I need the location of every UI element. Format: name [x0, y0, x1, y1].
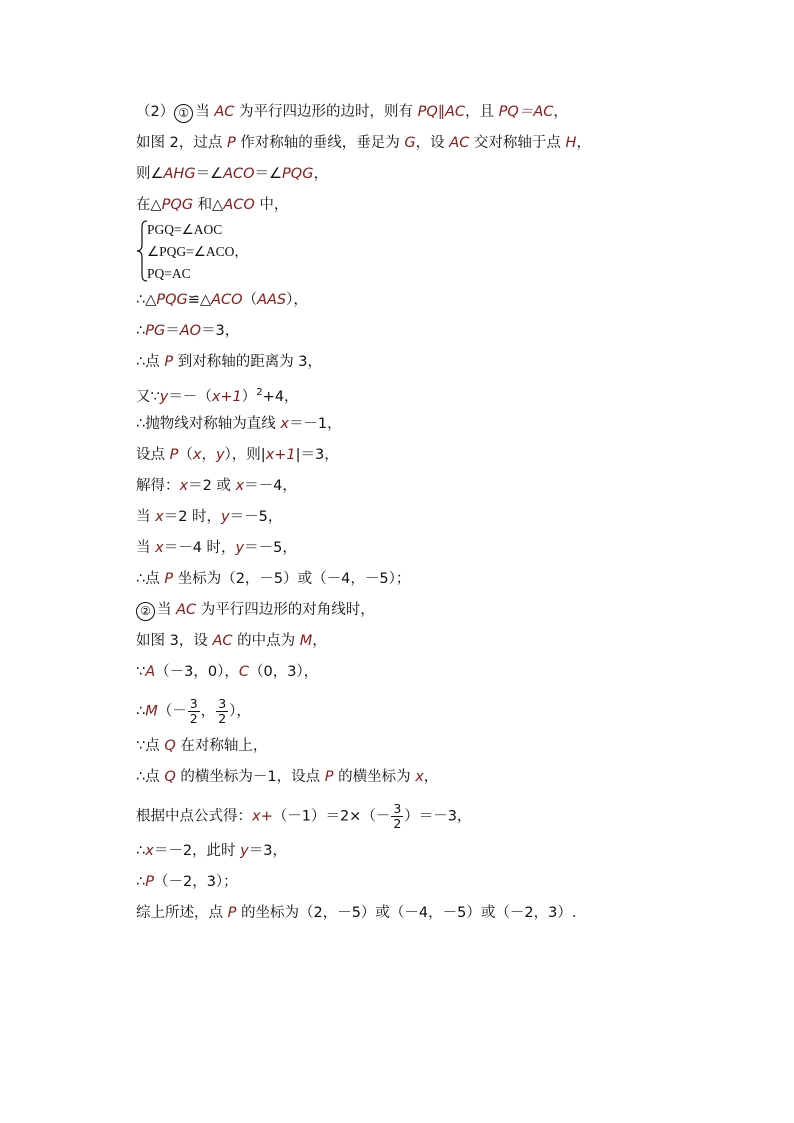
text: ∴点: [136, 354, 165, 370]
text: （－1）＝2×（－: [272, 808, 391, 825]
text: （－: [157, 703, 187, 720]
math-x: x: [145, 843, 154, 859]
line-points-a-c: [136, 662, 318, 682]
text: ＝: [165, 323, 180, 339]
text: 到对称轴的距离为 3，: [173, 354, 323, 370]
math-pqg: PQG: [156, 292, 188, 308]
superscript: 2: [256, 387, 263, 398]
text: ，: [313, 166, 328, 182]
line-solve: [136, 476, 297, 496]
math-ac: AC: [176, 602, 197, 618]
line-conclusion: [136, 903, 576, 923]
text: 为平行四边形的对角线时，: [196, 602, 375, 618]
math-g: G: [404, 135, 416, 151]
math-p: P: [169, 447, 179, 463]
text: ∵点: [136, 738, 165, 754]
math-ac: AC: [449, 135, 470, 151]
text: ＝∠: [254, 166, 283, 182]
text: 如图 2，过点: [136, 135, 227, 151]
line-x-neg2: [136, 841, 287, 861]
text: 坐标为（2，－5）或（－4，－5）；: [173, 571, 411, 587]
line-when-x-neg4: [136, 538, 297, 558]
text: ∴点: [136, 571, 165, 587]
text: ＝－2，此时: [153, 843, 241, 859]
math-ac: AC: [214, 104, 235, 120]
text: 作对称轴的垂线，垂足为: [235, 135, 405, 151]
text: ＝－4，: [244, 478, 297, 494]
text: 和△: [193, 197, 224, 213]
text: 又∵: [136, 389, 160, 405]
line-congruent: [136, 290, 308, 310]
text: +4，: [262, 389, 299, 405]
text: 当: [136, 540, 156, 556]
text: （: [178, 447, 193, 463]
math-p: P: [145, 874, 154, 890]
text: ，设: [415, 135, 450, 151]
math-x-plus-1: x+1: [265, 447, 296, 463]
text: |＝3，: [295, 447, 339, 463]
line-midpoint-formula: [136, 802, 472, 831]
text: 当: [157, 602, 177, 618]
denominator: 2: [393, 816, 402, 831]
text: ＝3，: [248, 843, 287, 859]
text: ，: [201, 447, 216, 463]
text: （－2，3）；: [153, 874, 238, 890]
math-x: x: [155, 540, 164, 556]
line-midpoint-m: [136, 697, 251, 726]
fraction-3-2: [216, 697, 228, 726]
denominator: 2: [218, 711, 227, 726]
math-p: P: [164, 571, 174, 587]
denominator: 2: [189, 711, 198, 726]
text: （0，3），: [248, 664, 319, 680]
line-distance: [136, 352, 322, 372]
text: 交对称轴于点: [469, 135, 566, 151]
math-ac: AC: [212, 633, 233, 649]
math-x-plus: x+: [252, 808, 273, 825]
text: 设点: [136, 447, 170, 463]
text: ，: [200, 703, 216, 720]
circled-two-marker: ②: [136, 602, 155, 621]
math-aco: ACO: [223, 166, 255, 182]
math-m: M: [299, 633, 313, 649]
text: ∴点: [136, 769, 165, 785]
math-x: x: [235, 478, 245, 494]
math-y: y: [240, 843, 249, 859]
math-y: y: [159, 389, 169, 405]
text: ＝－（: [168, 389, 212, 405]
line-when-x-2: [136, 507, 282, 527]
text: ，且: [465, 104, 499, 120]
math-m: M: [145, 703, 158, 720]
text: ＝－5，: [244, 540, 297, 556]
line-parabola-eq: [136, 383, 299, 407]
text: ∴: [136, 323, 146, 339]
text: 解得：: [136, 478, 180, 494]
math-pg: PG: [145, 323, 166, 339]
math-ahg: AHG: [163, 166, 196, 182]
text: ＝－1，: [288, 416, 342, 432]
text: 的坐标为（2，－5）或（－4，－5）或（－2，3）.: [236, 905, 577, 921]
line-q-abscissa: [136, 767, 438, 787]
text: 根据中点公式得：: [136, 808, 252, 825]
text: ∴△: [136, 292, 157, 308]
numerator: 3: [189, 696, 198, 711]
line-case-2-intro: [136, 600, 375, 621]
part-label: （2）: [136, 104, 175, 120]
fraction-3-2: [391, 802, 403, 831]
circled-one-marker: ①: [174, 104, 193, 123]
text: 的中点为: [232, 633, 300, 649]
numerator: 3: [393, 801, 402, 816]
text: 在对称轴上，: [175, 738, 268, 754]
line-set-p: [136, 445, 339, 465]
math-y: y: [221, 509, 230, 525]
math-y: y: [215, 447, 225, 463]
math-x: x: [155, 509, 164, 525]
math-aas: AAS: [257, 292, 287, 308]
text: ，: [423, 769, 439, 785]
math-pq-equals-ac: PQ＝AC: [498, 104, 554, 120]
numerator: 3: [218, 696, 227, 711]
line-case-1-intro: [136, 102, 568, 123]
math-pqg: PQG: [282, 166, 314, 182]
math-x: x: [192, 447, 202, 463]
text: 中，: [254, 197, 289, 213]
text: 如图 3，设: [136, 633, 213, 649]
math-pqg: PQG: [161, 197, 194, 213]
text: ∴抛物线对称轴为直线: [136, 416, 281, 432]
line-figure-3: [136, 631, 327, 651]
text: 的横坐标为－1，设点: [175, 769, 325, 785]
line-pg-equals: [136, 321, 239, 341]
text: ＝2 或: [188, 478, 236, 494]
text: ∵: [136, 664, 146, 680]
math-pq-parallel-ac: PQ∥AC: [417, 104, 466, 120]
math-p: P: [226, 135, 236, 151]
line-in-triangles: [136, 195, 288, 215]
fraction-3-2: [188, 697, 200, 726]
text: ）: [241, 389, 257, 405]
math-q: Q: [164, 769, 176, 785]
math-a: A: [145, 664, 156, 680]
system-line-1: PGQ=∠AOC: [147, 222, 223, 237]
line-figure-2: [136, 133, 591, 153]
line-p-neg2-3: [136, 872, 238, 892]
text: ），: [286, 292, 308, 308]
line-angles-equal: [136, 164, 328, 184]
text: ，: [576, 135, 591, 151]
text: ，: [312, 633, 327, 649]
text: ＝2 时，: [163, 509, 222, 525]
math-p: P: [164, 354, 174, 370]
math-aco: ACO: [223, 197, 255, 213]
text: ＝－4 时，: [163, 540, 236, 556]
text: ＝－5，: [229, 509, 283, 525]
line-p-coords-1: [136, 569, 410, 589]
text: ∴: [136, 703, 146, 720]
system-line-3: PQ=AC: [147, 266, 191, 281]
text: ＝∠: [195, 166, 224, 182]
text: ∴: [136, 874, 146, 890]
system-line-2: ∠PQG=∠ACO，: [147, 244, 248, 259]
text: 综上所述，点: [136, 905, 228, 921]
text: 为平行四边形的边时，则有: [234, 104, 418, 120]
text: ）＝－3，: [404, 808, 472, 825]
text: 则∠: [136, 166, 164, 182]
math-x: x: [415, 769, 424, 785]
text: ≌△: [187, 292, 212, 308]
math-aco: ACO: [211, 292, 243, 308]
math-q: Q: [164, 738, 176, 754]
text: ，: [553, 104, 568, 120]
text: ），则|: [224, 447, 266, 463]
text: 在△: [136, 197, 162, 213]
math-h: H: [565, 135, 577, 151]
text: ＝3，: [201, 323, 240, 339]
math-x-plus-1: x+1: [211, 389, 242, 405]
text: （－3，0），: [155, 664, 239, 680]
math-p: P: [227, 905, 237, 921]
line-q-on-axis: [136, 736, 267, 756]
math-x: x: [179, 478, 189, 494]
line-axis: [136, 414, 342, 434]
math-c: C: [238, 664, 249, 680]
text: （: [242, 292, 258, 308]
math-ao: AO: [179, 323, 202, 339]
text: ），: [229, 703, 251, 720]
text: 当: [136, 509, 156, 525]
text: ∴: [136, 843, 146, 859]
text: 当: [195, 104, 215, 120]
math-x: x: [280, 416, 289, 432]
math-p: P: [324, 769, 334, 785]
math-y: y: [235, 540, 245, 556]
text: 的横坐标为: [333, 769, 416, 785]
